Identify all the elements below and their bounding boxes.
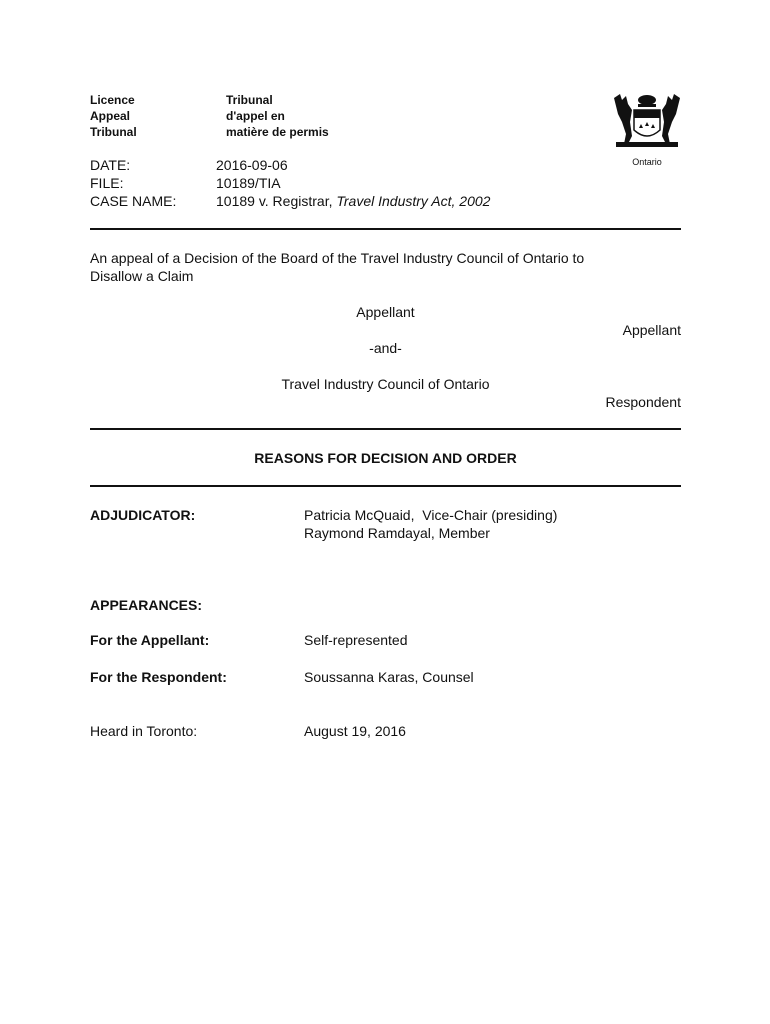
heard-date-value: August 19, 2016: [304, 723, 406, 739]
case-name-italic: Travel Industry Act, 2002: [336, 193, 491, 209]
ontario-logo: [610, 92, 684, 166]
appeal-description-line: An appeal of a Decision of the Board of the Travel Industry Council of Ontario to: [90, 250, 585, 266]
tribunal-fr-line: matière de permis: [226, 125, 329, 139]
adjudicator-name: Patricia McQuaid, Vice-Chair (presiding): [304, 507, 558, 523]
adjudicator-label: ADJUDICATOR:: [90, 507, 196, 523]
divider: [90, 228, 681, 230]
tribunal-en-line: Appeal: [90, 109, 131, 123]
appearances-label: APPEARANCES:: [90, 597, 203, 613]
respondent-appearance-label: For the Respondent:: [90, 669, 227, 685]
tribunal-fr-line: Tribunal: [226, 93, 273, 107]
appeal-description-line: Disallow a Claim: [90, 268, 194, 284]
respondent-role: Respondent: [605, 394, 681, 410]
date-value: 2016-09-06: [216, 157, 288, 173]
heard-location-label: Heard in Toronto:: [90, 723, 198, 739]
date-label: DATE:: [90, 157, 131, 173]
appellant-role: Appellant: [622, 322, 681, 338]
file-label: FILE:: [90, 175, 124, 191]
divider: [90, 485, 681, 487]
tribunal-name-english: [90, 92, 137, 140]
appellant-appearance-value: Self-represented: [304, 632, 408, 648]
case-name-plain: 10189 v. Registrar,: [216, 193, 337, 209]
respondent-name: Travel Industry Council of Ontario: [281, 376, 490, 392]
coat-of-arms-icon: [610, 92, 684, 152]
file-value: 10189/TIA: [216, 175, 281, 191]
adjudicator-name: Raymond Ramdayal, Member: [304, 525, 490, 541]
tribunal-en-line: Licence: [90, 93, 135, 107]
tribunal-en-line: Tribunal: [90, 125, 137, 139]
appellant-name: Appellant: [356, 304, 415, 320]
case-name-value: [216, 192, 490, 210]
reasons-heading: REASONS FOR DECISION AND ORDER: [254, 450, 517, 466]
tribunal-name-french: [226, 92, 329, 140]
case-name-label: CASE NAME:: [90, 193, 177, 209]
divider: [90, 428, 681, 430]
and-separator: -and-: [369, 340, 402, 356]
appellant-appearance-label: For the Appellant:: [90, 632, 210, 648]
tribunal-fr-line: d'appel en: [226, 109, 285, 123]
respondent-appearance-value: Soussanna Karas, Counsel: [304, 669, 474, 685]
ontario-logo-text: Ontario: [632, 157, 662, 167]
